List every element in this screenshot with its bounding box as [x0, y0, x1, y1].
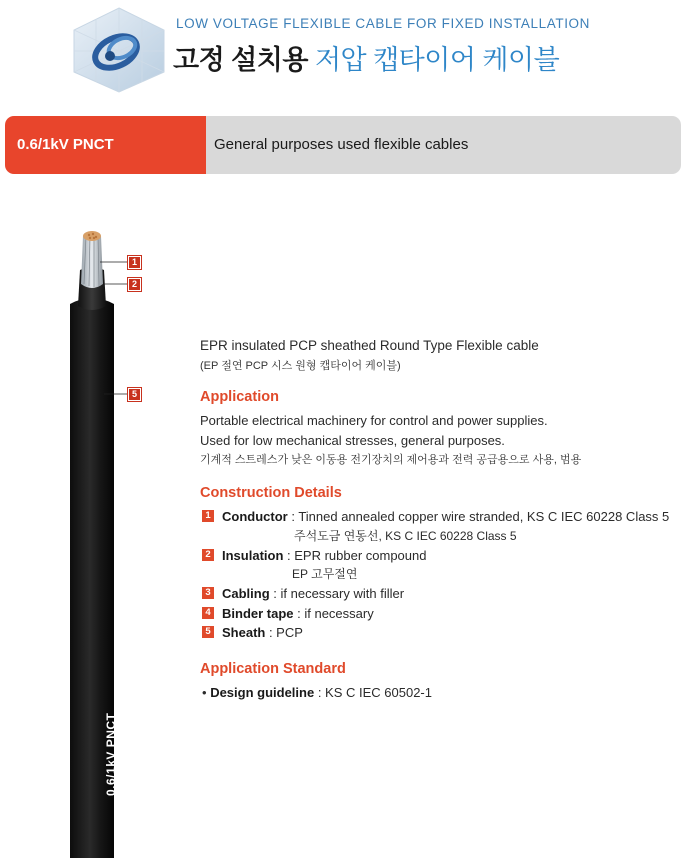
header-title-en: LOW VOLTAGE FLEXIBLE CABLE FOR FIXED INSTALLATION	[176, 16, 590, 31]
construction-item-number: 1	[202, 510, 214, 522]
cable-logo-icon	[70, 6, 168, 94]
construction-item-number: 2	[202, 549, 214, 561]
standard-bullet: •	[202, 684, 207, 700]
product-banner	[5, 116, 681, 174]
construction-item-sub: EP 고무절연	[292, 567, 358, 581]
cable-conductor-end	[83, 231, 101, 241]
product-details	[200, 338, 680, 703]
construction-item-conductor	[200, 507, 680, 527]
application-line-ko: 기계적 스트레스가 낮은 이동용 전기장치의 제어용과 전력 공급용으로 사용, 범용	[200, 454, 582, 466]
construction-item-label: Cabling	[222, 586, 270, 601]
product-description: General purposes used flexible cables	[214, 136, 469, 153]
cable-print-label: 0.6/1kV PNCT	[104, 712, 118, 796]
cable-tag-2: 2	[128, 278, 141, 291]
construction-item-number: 3	[202, 587, 214, 599]
construction-item-value: : Tinned annealed copper wire stranded, KS C IEC 60228 Class 5	[287, 509, 670, 524]
construction-item-insulation	[200, 546, 680, 566]
cable-type-title: EPR insulated PCP sheathed Round Type Flexible cable	[200, 338, 539, 353]
header-title-ko-part2: 저압 캡타이어 케이블	[314, 45, 560, 75]
application-line-1: Portable electrical machinery for control and power supplies.	[200, 413, 548, 428]
construction-item-label: Binder tape	[222, 605, 294, 621]
construction-item-number: 5	[202, 626, 214, 638]
standard-heading: Application Standard	[200, 660, 346, 677]
construction-item-label: Insulation	[222, 547, 284, 563]
product-code-panel	[5, 116, 206, 174]
construction-item-value: : PCP	[265, 625, 303, 640]
construction-item-binder-tape	[200, 604, 680, 624]
construction-heading: Construction Details	[200, 485, 342, 501]
construction-item-label: Sheath	[222, 625, 266, 640]
application-heading: Application	[200, 389, 279, 405]
application-line-2: Used for low mechanical stresses, general purposes.	[200, 433, 505, 448]
construction-item-label: Conductor	[222, 509, 288, 524]
construction-item-value: : if necessary with filler	[269, 586, 405, 601]
construction-item-cabling	[200, 584, 680, 604]
construction-item-value: : EPR rubber compound	[283, 547, 427, 563]
construction-item-sub: 주석도금 연동선, KS C IEC 60228 Class 5	[294, 528, 517, 543]
cable-tag-5: 5	[128, 388, 141, 401]
product-code: 0.6/1kV PNCT	[17, 136, 114, 153]
header-title-ko	[173, 38, 559, 77]
construction-item-number: 4	[202, 607, 214, 619]
cable-tag-1: 1	[128, 256, 141, 269]
product-description-panel	[206, 116, 681, 174]
cable-type-title-ko: (EP 절연 PCP 시스 원형 캡타이어 케이블)	[200, 360, 401, 372]
header-title-ko-part1: 고정 설치용	[173, 45, 308, 75]
construction-item-value: : if necessary	[293, 605, 374, 621]
standard-value: : KS C IEC 60502-1	[314, 684, 432, 700]
construction-item-sheath	[200, 623, 680, 643]
standard-item	[200, 683, 680, 703]
standard-label: Design guideline	[210, 684, 315, 700]
